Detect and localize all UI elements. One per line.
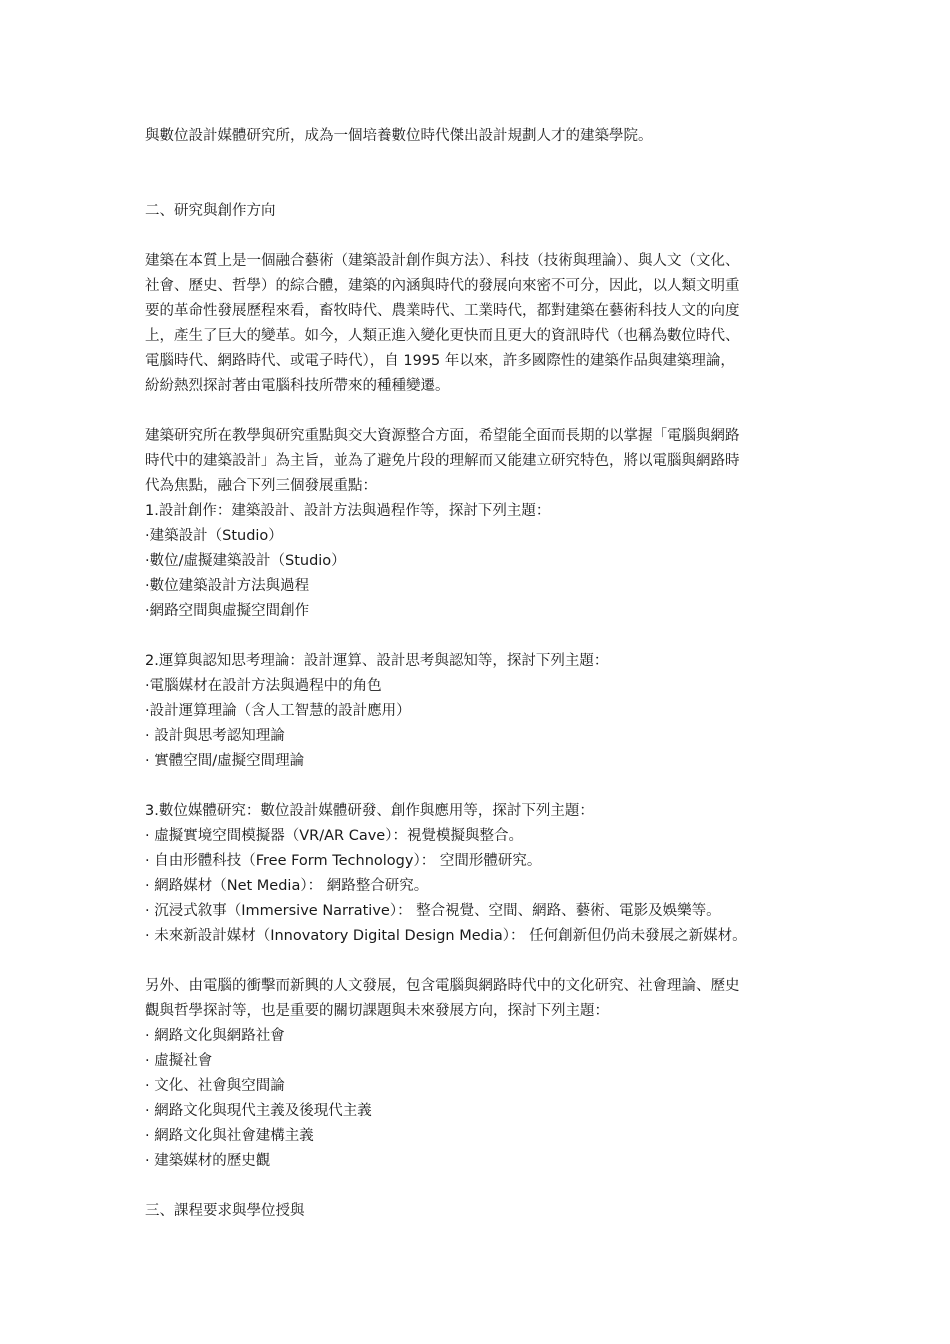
list-item: ·數位建築設計方法與過程 (145, 578, 310, 594)
focus-design-creation (145, 499, 825, 624)
list-item: · 自由形體科技（Free Form Technology）： 空間形體研究。 (145, 853, 542, 869)
list-item: ·數位/虛擬建築設計（Studio） (145, 553, 346, 569)
spacer (145, 624, 825, 649)
spacer (145, 949, 825, 974)
list-item: · 建築媒材的歷史觀 (145, 1153, 271, 1169)
document-page (145, 124, 825, 1224)
list-item: · 文化、社會與空間論 (145, 1078, 285, 1094)
list-item: · 網路文化與社會建構主義 (145, 1128, 314, 1144)
list-item: ·設計運算理論（含人工智慧的設計應用） (145, 703, 411, 719)
spacer (145, 774, 825, 799)
paragraph-line: 紛紛熱烈探討著由電腦科技所帶來的種種變遷。 (145, 378, 450, 394)
spacer (145, 224, 825, 249)
paragraph-humanities (145, 974, 825, 1174)
paragraph-research-focus (145, 424, 825, 499)
focus-digital-media (145, 799, 825, 949)
spacer (145, 399, 825, 424)
paragraph-line: 上，產生了巨大的變革。如今，人類正進入變化更快而且更大的資訊時代（也稱為數位時代、 (145, 328, 740, 344)
list-item: · 沉浸式敘事（Immersive Narrative）： 整合視覺、空間、網路、藝術、電影及娛樂等。 (145, 903, 721, 919)
list-item: · 虛擬社會 (145, 1053, 213, 1069)
list-item: · 網路文化與現代主義及後現代主義 (145, 1103, 372, 1119)
paragraph-line: 另外、由電腦的衝擊而新興的人文發展，包含電腦與網路時代中的文化研究、社會理論、歷史 (145, 978, 740, 994)
list-item: · 未來新設計媒材（Innovatory Digital Design Media）： 任何創新但仍尚未發展之新媒材。 (145, 928, 747, 944)
paragraph-line: 建築研究所在教學與研究重點與交大資源整合方面，希望能全面而長期的以掌握「電腦與網路 (145, 428, 740, 444)
paragraph-line: 社會、歷史、哲學）的綜合體，建築的內涵與時代的發展向來密不可分，因此，以人類文明重 (145, 278, 740, 294)
focus-title: 2.運算與認知思考理論：設計運算、設計思考與認知等，探討下列主題： (145, 653, 609, 669)
list-item: · 設計與思考認知理論 (145, 728, 285, 744)
list-item: · 網路文化與網路社會 (145, 1028, 285, 1044)
section-heading-research-direction: 二、研究與創作方向 (145, 203, 276, 219)
spacer (145, 149, 825, 199)
list-item: · 虛擬實境空間模擬器（VR/AR Cave）：視覺模擬與整合。 (145, 828, 523, 844)
intro-line: 與數位設計媒體研究所，成為一個培養數位時代傑出設計規劃人才的建築學院。 (145, 128, 653, 144)
focus-title: 3.數位媒體研究：數位設計媒體研發、創作與應用等，探討下列主題： (145, 803, 594, 819)
paragraph-line: 觀與哲學探討等，也是重要的關切課題與未來發展方向，探討下列主題： (145, 1003, 609, 1019)
paragraph-line: 代為焦點，融合下列三個發展重點： (145, 478, 377, 494)
list-item: ·建築設計（Studio） (145, 528, 283, 544)
spacer (145, 1174, 825, 1199)
paragraph-line: 電腦時代、網路時代、或電子時代），自 1995 年以來，許多國際性的建築作品與建築理論， (145, 353, 735, 369)
paragraph-line: 時代中的建築設計」為主旨，並為了避免片段的理解而又能建立研究特色，將以電腦與網路時 (145, 453, 740, 469)
paragraph-architecture-essence (145, 249, 825, 399)
section-heading-course-requirements: 三、課程要求與學位授與 (145, 1203, 305, 1219)
paragraph-line: 要的革命性發展歷程來看，畜牧時代、農業時代、工業時代，都對建築在藝術科技人文的向度 (145, 303, 740, 319)
list-item: · 網路媒材（Net Media）： 網路整合研究。 (145, 878, 429, 894)
list-item: · 實體空間/虛擬空間理論 (145, 753, 305, 769)
list-item: ·網路空間與虛擬空間創作 (145, 603, 310, 619)
paragraph-line: 建築在本質上是一個融合藝術（建築設計創作與方法）、科技（技術與理論）、與人文（文化、 (145, 253, 740, 269)
list-item: ·電腦媒材在設計方法與過程中的角色 (145, 678, 382, 694)
focus-computation-cognition (145, 649, 825, 774)
focus-title: 1.設計創作：建築設計、設計方法與過程作等，探討下列主題： (145, 503, 551, 519)
